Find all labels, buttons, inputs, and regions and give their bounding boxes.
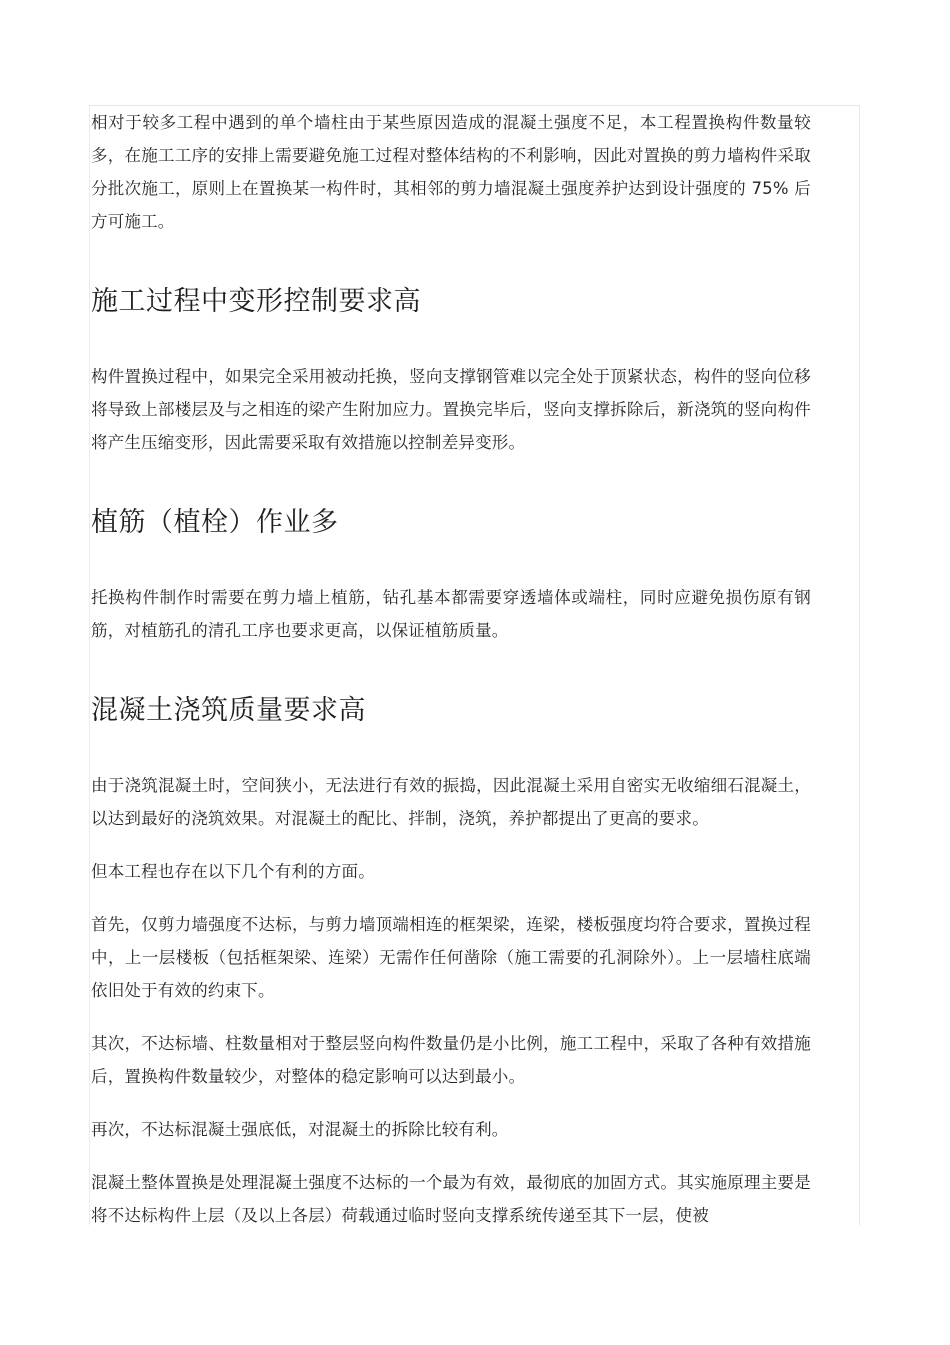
paragraph-rebar-planting: 托换构件制作时需要在剪力墙上植筋，钻孔基本都需要穿透墙体或端柱，同时应避免损伤原有钢筋，对植筋孔的清孔工序也要求更高，以保证植筋质量。 bbox=[91, 588, 811, 640]
paragraph-concrete-pouring: 由于浇筑混凝土时，空间狭小，无法进行有效的振捣，因此混凝土采用自密实无收缩细石混凝土，以达到最好的浇筑效果。对混凝土的配比、拌制，浇筑，养护都提出了更高的要求。 bbox=[91, 776, 811, 828]
section-heading-deformation-control: 施工过程中变形控制要求高 bbox=[91, 286, 421, 317]
paragraph-third-advantage: 再次，不达标混凝土强底低，对混凝土的拆除比较有利。 bbox=[91, 1120, 509, 1139]
paragraph-first-advantage: 首先，仅剪力墙强度不达标，与剪力墙顶端相连的框架梁，连梁，楼板强度均符合要求，置换过程中，上一层楼板（包括框架梁、连梁）无需作任何凿除（施工需要的孔洞除外）。上一层墙柱底端依旧处于有效的约束下。 bbox=[91, 915, 811, 1000]
paragraph-favorable-aspects: 但本工程也存在以下几个有利的方面。 bbox=[91, 862, 375, 881]
paragraph-replacement-principle: 混凝土整体置换是处理混凝土强度不达标的一个最为有效，最彻底的加固方式。其实施原理主要是将不达标构件上层（及以上各层）荷载通过临时竖向支撑系统传递至其下一层，使被 bbox=[91, 1173, 811, 1225]
paragraph-second-advantage: 其次，不达标墙、柱数量相对于整层竖向构件数量仍是小比例，施工工程中，采取了各种有效措施后，置换构件数量较少，对整体的稳定影响可以达到最小。 bbox=[91, 1034, 811, 1086]
intro-paragraph: 相对于较多工程中遇到的单个墙柱由于某些原因造成的混凝土强度不足，本工程置换构件数量较多，在施工工序的安排上需要避免施工过程对整体结构的不利影响，因此对置换的剪力墙构件采取分批次施工，原则上在置换某一构件时，其相邻的剪力墙混凝土强度养护达到设计强度的 75% 后方可施工。 bbox=[91, 113, 811, 231]
section-heading-concrete-pouring: 混凝土浇筑质量要求高 bbox=[91, 695, 366, 726]
paragraph-deformation-control: 构件置换过程中，如果完全采用被动托换，竖向支撑钢管难以完全处于顶紧状态，构件的竖向位移将导致上部楼层及与之相连的梁产生附加应力。置换完毕后，竖向支撑拆除后，新浇筑的竖向构件将产生压缩变形，因此需要采取有效措施以控制差异变形。 bbox=[91, 367, 811, 452]
section-heading-rebar-planting: 植筋（植栓）作业多 bbox=[91, 507, 339, 538]
document-body bbox=[91, 106, 811, 1232]
